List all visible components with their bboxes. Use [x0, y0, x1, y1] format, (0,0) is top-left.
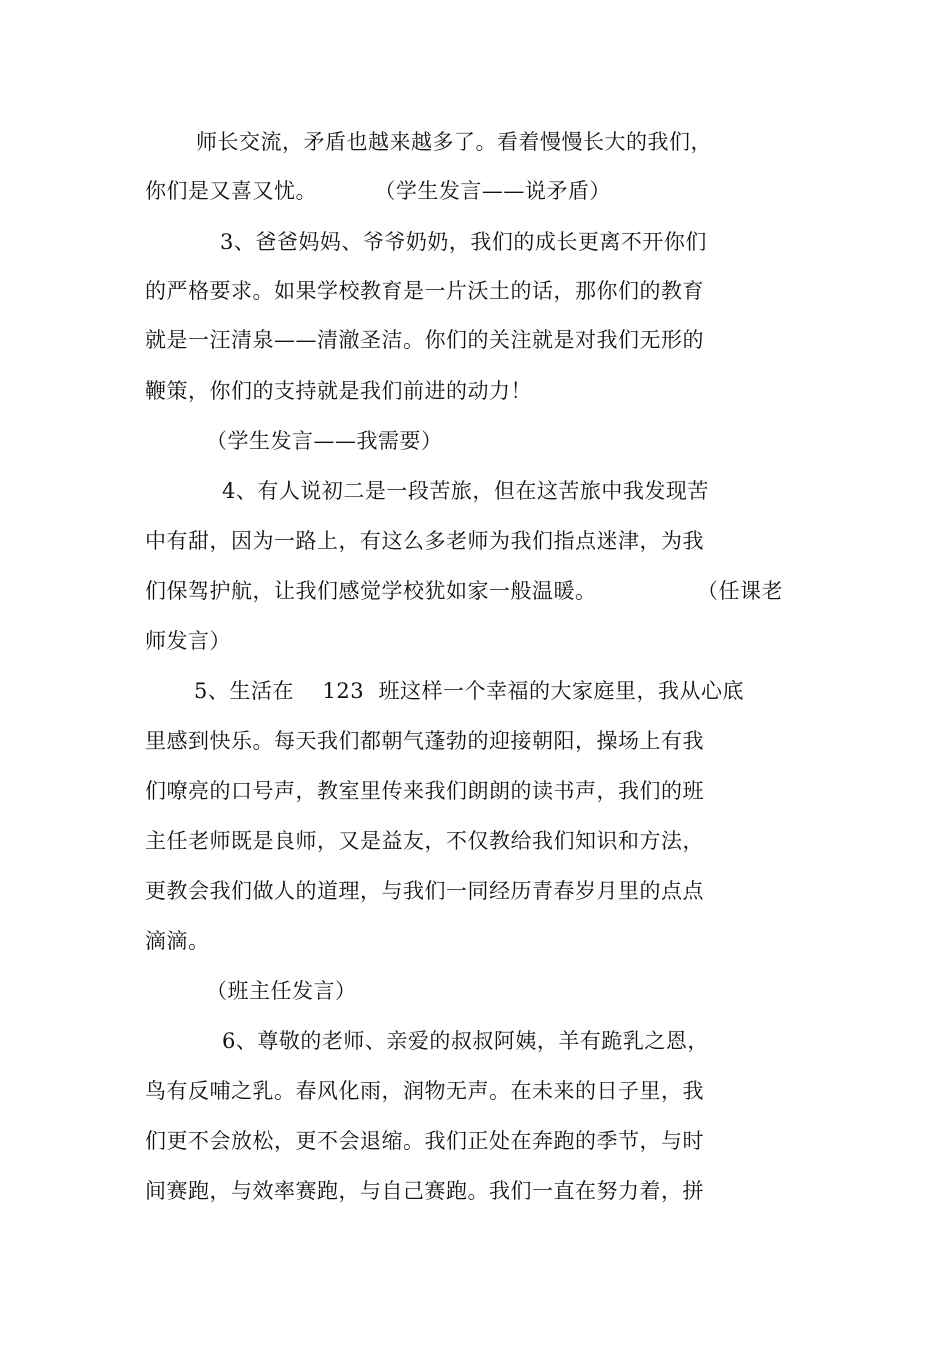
text-line: 师发言）	[145, 629, 231, 653]
text-line: 里感到快乐。每天我们都朝气蓬勃的迎接朝阳，操场上有我	[145, 729, 704, 753]
text-line: 你们是又喜又忧。 （学生发言——说矛盾）	[145, 179, 611, 203]
text-line: 的严格要求。如果学校教育是一片沃土的话，那你们的教育	[145, 279, 704, 303]
text-line: 中有甜，因为一路上，有这么多老师为我们指点迷津，为我	[145, 529, 704, 553]
text-line: 更教会我们做人的道理，与我们一同经历青春岁月里的点点	[145, 879, 704, 903]
text-line: 鸟有反哺之乳。春风化雨，润物无声。在未来的日子里，我	[145, 1079, 704, 1103]
text-line: 5、生活在 123 班这样一个幸福的大家庭里，我从心底	[194, 679, 744, 703]
text-line: 滴滴。	[145, 929, 210, 953]
text-line: 6、尊敬的老师、亲爱的叔叔阿姨，羊有跪乳之恩，	[222, 1029, 709, 1053]
text-line: 们嘹亮的口号声，教室里传来我们朗朗的读书声，我们的班	[145, 779, 704, 803]
text-line: 间赛跑，与效率赛跑，与自己赛跑。我们一直在努力着，拼	[145, 1179, 704, 1203]
text-line: （班主任发言）	[206, 979, 357, 1003]
text-line: （学生发言——我需要）	[206, 429, 443, 453]
text-line: 鞭策，你们的支持就是我们前进的动力！	[145, 379, 532, 403]
text-line: 4、有人说初二是一段苦旅，但在这苦旅中我发现苦	[222, 479, 709, 503]
text-line: 们保驾护航，让我们感觉学校犹如家一般温暖。 （任课老	[145, 579, 783, 603]
text-line: 们更不会放松，更不会退缩。我们正处在奔跑的季节，与时	[145, 1129, 704, 1153]
text-line: 3、爸爸妈妈、爷爷奶奶，我们的成长更离不开你们	[220, 230, 707, 254]
text-line: 师长交流，矛盾也越来越多了。看着慢慢长大的我们，	[196, 130, 712, 154]
text-line: 主任老师既是良师，又是益友，不仅教给我们知识和方法，	[145, 829, 704, 853]
text-line: 就是一汪清泉——清澈圣洁。你们的关注就是对我们无形的	[145, 328, 704, 352]
